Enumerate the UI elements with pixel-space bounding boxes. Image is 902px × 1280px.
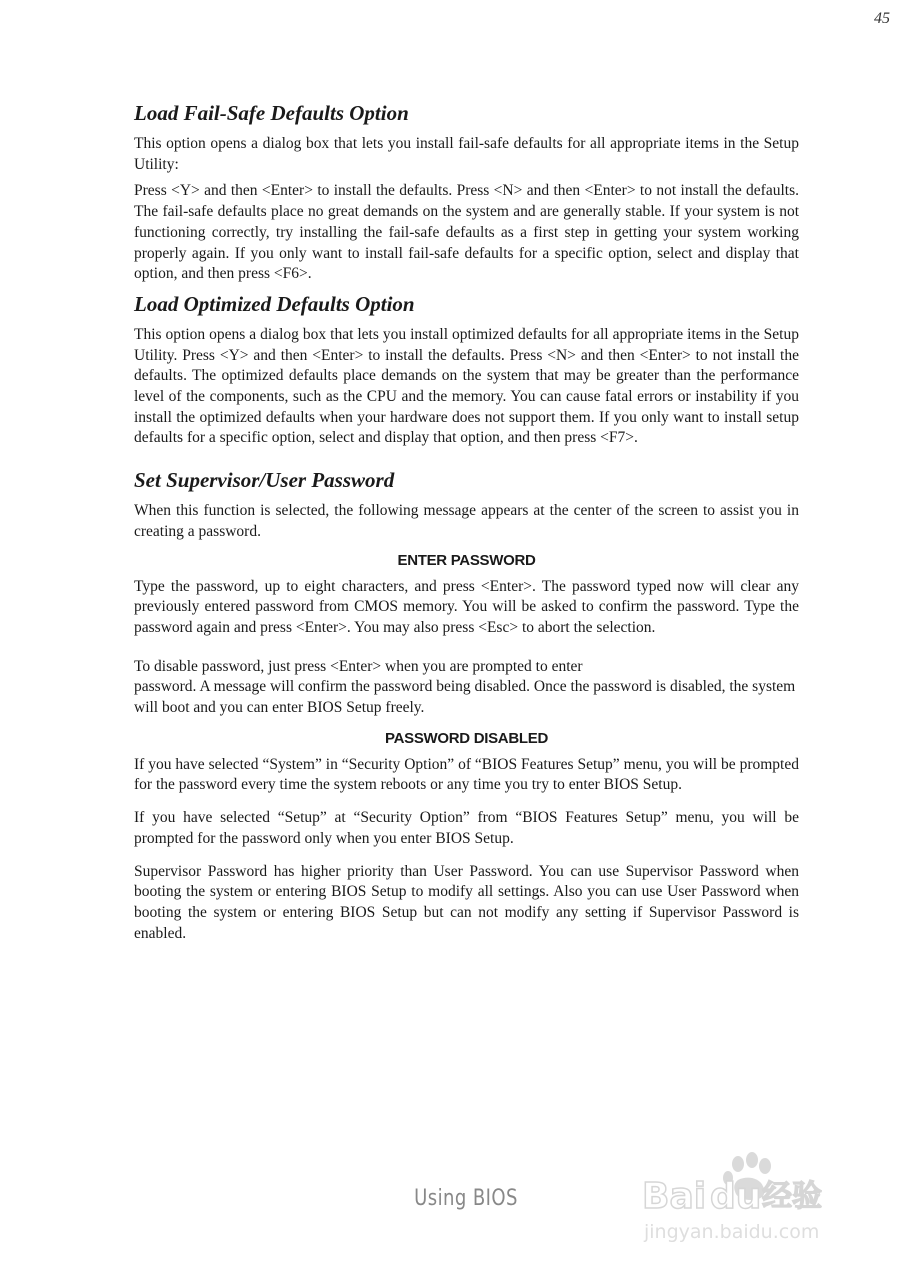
fail-safe-intro: This option opens a dialog box that lets you install fail-safe defaults for all appropriate items in the Setup Utility: — [134, 135, 799, 173]
password-intro: When this function is selected, the following message appears at the center of the screen to assist you in creating a password. — [134, 502, 799, 540]
baidu-watermark — [638, 1150, 848, 1250]
section-heading-fail-safe: Load Fail-Safe Defaults Option — [134, 101, 409, 125]
document-body — [134, 100, 799, 950]
system-security-paragraph: If you have selected “System” in “Security Option” of “BIOS Features Setup” menu, you will be prompted for the password every time the system reboots or any time you try to enter BIOS Setup. — [134, 755, 799, 794]
svg-text:du: du — [710, 1176, 762, 1217]
section-heading-optimized: Load Optimized Defaults Option — [134, 291, 415, 316]
watermark-url-text: jingyan.baidu.com — [644, 1221, 820, 1243]
watermark-brand-text: Bai — [642, 1176, 707, 1217]
setup-security-paragraph: If you have selected “Setup” at “Security Option” from “BIOS Features Setup” menu, you will be prompted for the password only when you enter BIOS Setup. — [134, 809, 799, 847]
supervisor-priority-paragraph: Supervisor Password has higher priority than User Password. You can use Supervisor Password when booting the system or entering BIOS Setup to modify all settings. Also you can use User Password when booting the system or entering BIOS Setup but can not modify any setting if Supervisor Password is enabled. — [134, 862, 799, 942]
password-disabled-label: PASSWORD DISABLED — [385, 729, 548, 747]
disable-password-rest: password. A message will confirm the password being disabled. Once the password is disabled, the system will boot and you can enter BIOS Setup freely. — [134, 678, 796, 717]
disable-password-line1: To disable password, just press <Enter> when you are prompted to enter — [134, 657, 583, 675]
page-number: 45 — [874, 10, 890, 27]
optimized-description: This option opens a dialog box that lets you install optimized defaults for all appropriate items in the Setup Utility. Press <Y> and then <Enter> to install the defaults. Press <N> and then <Enter> to not install the defaults. The optimized defaults place demands on the system that may be greater than the performance level of the components, such as the CPU and the memory. You can cause fatal errors or instability if you install the optimized defaults when your hardware does not support them. If you only want to install setup defaults for a specific option, select and display that option, and then press <F7>. — [134, 325, 799, 447]
fail-safe-instructions: Press <Y> and then <Enter> to install the defaults. Press <N> and then <Enter> to not install the defaults. The fail-safe defaults place no great demands on the system and are generally stable. If your system is not functioning correctly, try installing the fail-safe defaults as a first step in getting your system working properly again. If you only want to install fail-safe defaults for a specific option, select and display that option, and then press <F6>. — [134, 182, 799, 283]
enter-password-label: ENTER PASSWORD — [397, 551, 536, 569]
section-heading-password: Set Supervisor/User Password — [134, 468, 395, 493]
password-instructions: Type the password, up to eight characters, and press <Enter>. The password typed now will clear any previously entered password from CMOS memory. You will be asked to confirm the password. Type the password again and press <Enter>. You may also press <Esc> to abort the selection. — [134, 577, 799, 636]
footer-title: Using BIOS — [414, 1186, 518, 1211]
disable-password-paragraph — [134, 657, 799, 719]
svg-text:经验: 经验 — [762, 1179, 822, 1214]
baidu-paw-icon — [638, 1150, 848, 1250]
